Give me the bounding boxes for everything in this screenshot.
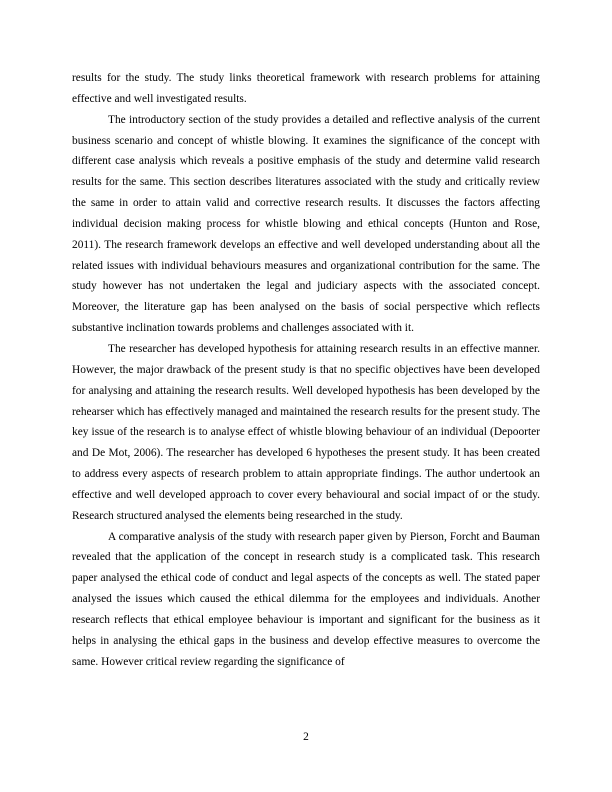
page-number: 2 [303,731,309,743]
paragraph-introductory-section: The introductory section of the study provides a detailed and reflective analysis of the current business scenario and concept of whistle blowing. It examines the significance of the concept with different case analysis which reveals a positive emphasis of the study and determine valid research results for the same. This section describes literatures associated with the study and critically review the same in order to attain valid and corrective research results. It discusses the factors affecting individual decision making process for whistle blowing and ethical concepts (Hunton and Rose, 2011). The research framework develops an effective and well developed understanding about all the related issues with individual behaviours measures and organizational contribution for the same. The study however has not undertaken the legal and judiciary aspects with the associated concept. Moreover, the literature gap has been analysed on the basis of social perspective which reflects substantive inclination towards problems and challenges associated with it. [72,113,540,335]
paragraph-continuation: results for the study. The study links theoretical framework with research problems for attaining effective and well investigated results. [72,72,540,105]
paragraph-hypothesis: The researcher has developed hypothesis for attaining research results in an effective manner. However, the major drawback of the present study is that no specific objectives have been developed for analysing and attaining the research results. Well developed hypothesis has been developed by the rehearser which has effectively managed and maintained the research results for the present study. The key issue of the research is to analyse effect of whistle blowing behaviour of an individual (Depoorter and De Mot, 2006). The researcher has developed 6 hypotheses the present study. It has been created to address every aspects of research problem to attain appropriate findings. The author undertook an effective and well developed approach to cover every behavioural and social impact of or the study. Research structured analysed the elements being researched in the study. [72,342,540,522]
body-text [72,68,540,672]
paragraph-comparative-analysis: A comparative analysis of the study with research paper given by Pierson, Forcht and Bauman revealed that the application of the concept in research study is a complicated task. This research paper analysed the ethical code of conduct and legal aspects of the concepts as well. The stated paper analysed the issues which caused the ethical dilemma for the employees and individuals. Another research reflects that ethical employee behaviour is important and significant for the business as it helps in analysing the ethical gaps in the business and develop effective measures to overcome the same. However critical review regarding the significance of [72,530,540,668]
